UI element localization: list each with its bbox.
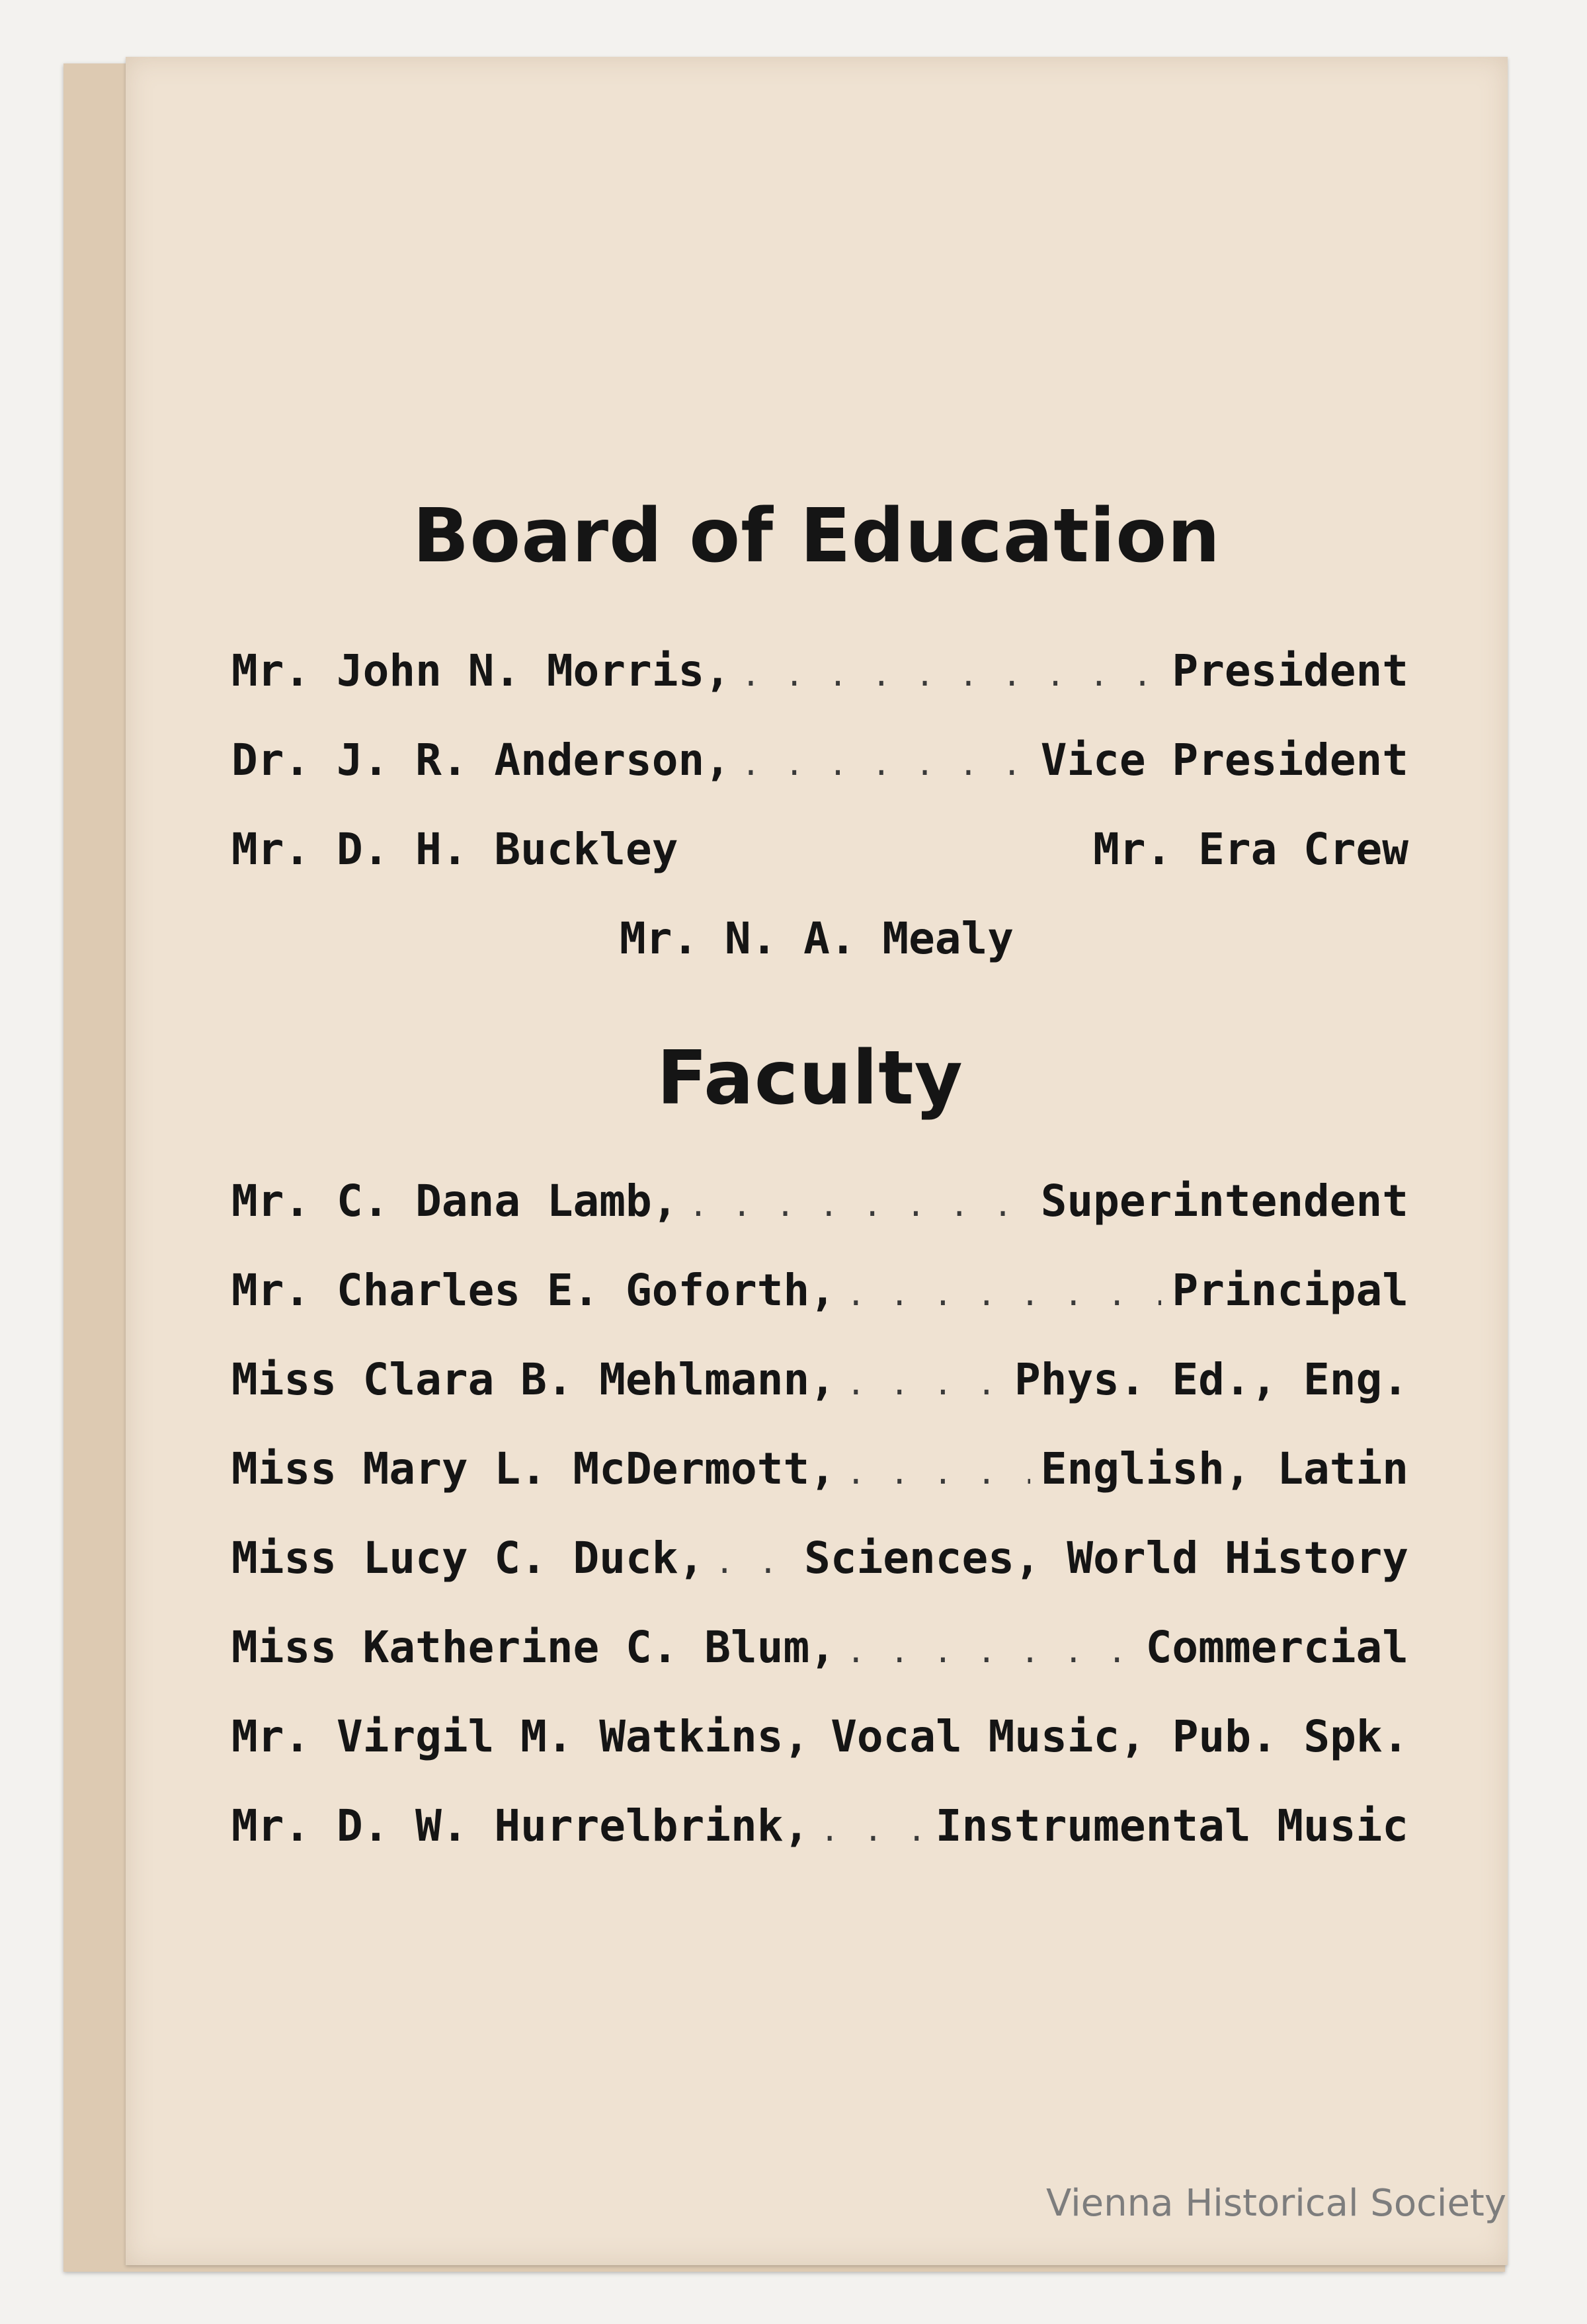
faculty-role: Instrumental Music xyxy=(935,1800,1408,1851)
dot-leader xyxy=(846,1276,1161,1313)
faculty-name: Miss Lucy C. Duck, xyxy=(231,1533,705,1583)
faculty-name: Miss Clara B. Mehlmann, xyxy=(231,1354,836,1405)
dot-leader xyxy=(689,1187,1030,1224)
faculty-role: Commercial xyxy=(1145,1622,1408,1673)
faculty-role: English, Latin xyxy=(1040,1443,1408,1494)
member-name: Mr. John N. Morris, xyxy=(231,645,731,696)
member-role: Vice President xyxy=(1040,735,1408,785)
faculty-row xyxy=(231,1533,1408,1585)
faculty-row xyxy=(231,1443,1408,1496)
faculty-row xyxy=(231,1265,1408,1318)
faculty-role: Principal xyxy=(1172,1265,1408,1316)
board-row-centered: Mr. N. A. Mealy xyxy=(619,913,1014,964)
program-page xyxy=(126,57,1508,2265)
dot-leader xyxy=(741,746,1030,783)
faculty-row xyxy=(231,1354,1408,1407)
member-name: Mr. D. H. Buckley xyxy=(231,824,678,875)
watermark-text: Vienna Historical Society xyxy=(1046,2182,1507,2225)
faculty-row xyxy=(231,1711,1408,1764)
board-row xyxy=(231,645,1408,698)
faculty-row xyxy=(231,1800,1408,1853)
member-role: President xyxy=(1172,645,1408,696)
dot-leader xyxy=(846,1365,1004,1402)
dot-leader xyxy=(741,657,1161,694)
board-row xyxy=(231,824,1408,877)
faculty-name: Miss Katherine C. Blum, xyxy=(231,1622,836,1673)
board-heading: Board of Education xyxy=(413,493,1221,579)
dot-leader xyxy=(820,1812,925,1849)
member-name-right: Mr. Era Crew xyxy=(1093,824,1408,875)
faculty-row xyxy=(231,1176,1408,1228)
faculty-role: Phys. Ed., Eng. xyxy=(1014,1354,1408,1405)
member-name: Dr. J. R. Anderson, xyxy=(231,735,731,785)
faculty-heading: Faculty xyxy=(657,1035,963,1121)
faculty-role: Sciences, World History xyxy=(804,1533,1408,1583)
faculty-name: Mr. Virgil M. Watkins, xyxy=(231,1711,810,1762)
dot-leader xyxy=(846,1455,1030,1492)
faculty-name: Mr. Charles E. Goforth, xyxy=(231,1265,836,1316)
faculty-role: Superintendent xyxy=(1040,1176,1408,1226)
faculty-row xyxy=(231,1622,1408,1675)
faculty-role: Vocal Music, Pub. Spk. xyxy=(831,1711,1409,1762)
dot-leader xyxy=(846,1633,1135,1670)
faculty-name: Mr. C. Dana Lamb, xyxy=(231,1176,678,1226)
faculty-name: Mr. D. W. Hurrelbrink, xyxy=(231,1800,810,1851)
dot-leader xyxy=(715,1544,794,1581)
faculty-name: Miss Mary L. McDermott, xyxy=(231,1443,836,1494)
board-row xyxy=(231,735,1408,787)
